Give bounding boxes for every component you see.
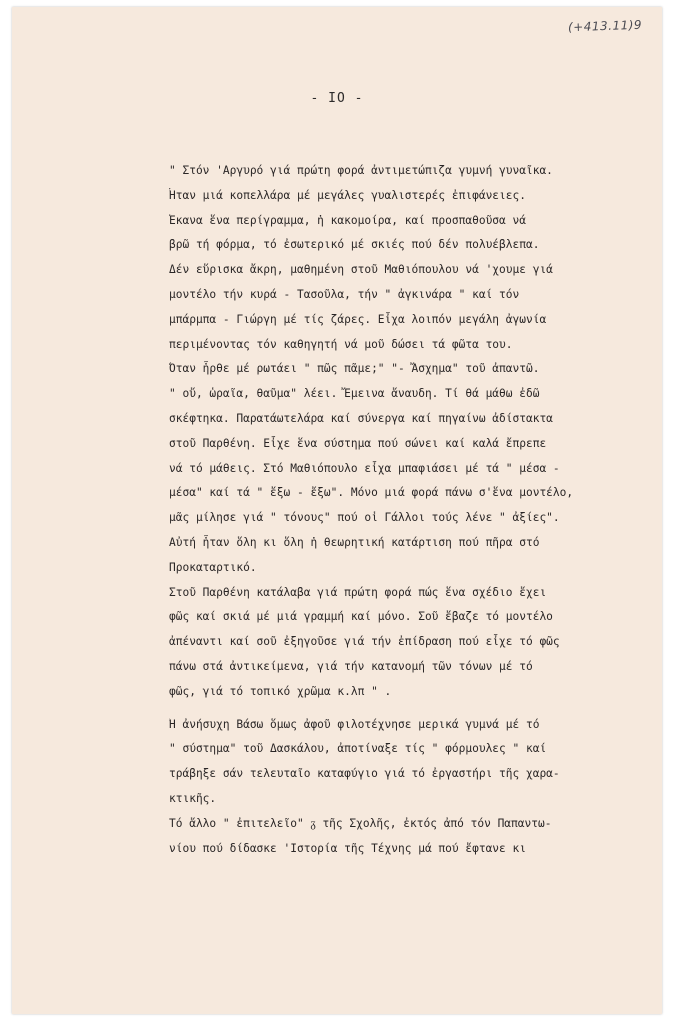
text-line: περιμένοντας τόν καθηγητή νά μοῦ δώσει τά φῶτα του. [169, 337, 513, 351]
archive-reference-mark: (+413.11)9 [567, 17, 643, 35]
text-line: πάνω στά ἀντικείμενα, γιά τήν κατανομή τῶν τόνων μέ τό [169, 659, 533, 673]
text-line: βρῶ τή φόρμα, τό ἐσωτερικό μέ σκιές πού δέν πολυέβλεπα. [169, 238, 540, 252]
text-line: Ὅταν ἦρθε μέ ρωτάει " πῶς πᾶμε;" "- Ἄσχημα" τοῦ ἀπαντῶ. [169, 362, 540, 376]
text-line: Προκαταρτικό. [169, 560, 257, 574]
page-number: - IO - [310, 91, 364, 106]
text-line: Στοῦ Παρθένη κατάλαβα γιά πρώτη φορά πώς ἕνα σχέδιο ἔχει [169, 585, 547, 599]
typewritten-sheet [12, 7, 662, 1014]
text-line: νά τό μάθεις. Στό Μαθιόπουλο εἶχα μπαφιάσει μέ τά " μέσα - [169, 461, 560, 475]
text-line: νίου πού δίδασκε 'Ιστορία τῆς Τέχνης μά πού ἔφτανε κι [169, 841, 526, 855]
text-line: φῶς καί σκιά μέ μιά γραμμή καί μόνο. Σοῦ ἔβαζε τό μοντέλο [169, 610, 553, 624]
text-line: Δέν εὕρισκα ἄκρη, μαθημένη στοῦ Μαθιόπουλου νά 'χουμε γιά [169, 263, 553, 277]
text-line: μέσα" καί τά " ἔξω - ἔξω". Μόνο μιά φορά πάνω σ'ἕνα μοντέλο, [169, 486, 574, 500]
text-line: τράβηξε σάν τελευταῖο καταφύγιο γιά τό ἐργαστήρι τῆς χαρα- [169, 767, 560, 781]
text-line: Ἔκανα ἕνα περίγραμμα, ἡ κακομοίρα, καί προσπαθοῦσα νά [169, 213, 526, 227]
text-line: σκέφτηκα. Παρατάωτελάρα καί σύνεργα καί πηγαίνω ἀδίστακτα [169, 411, 553, 425]
text-line: Ἦταν μιά κοπελλάρα μέ μεγάλες γυαλιστερές ἐπιφάνειες. [169, 188, 526, 202]
text-line: Αὐτή ἦταν ὅλη κι ὅλη ἡ θεωρητική κατάρτιση πού πῆρα στό [169, 535, 540, 549]
text-line: στοῦ Παρθένη. Εἶχε ἕνα σύστημα πού σώνει καί καλά ἔπρεπε [169, 436, 547, 450]
text-line: ἀπέναντι καί σοῦ ἐξηγοῦσε γιά τήν ἐπίδραση πού εἶχε τό φῶς [169, 635, 560, 649]
text-line: Τό ἄλλο " ἐπιτελεῖο" ᵹ τῆς Σχολῆς, ἐκτός ἀπό τόν Παπαντω- [169, 816, 552, 830]
text-line: φῶς, γιά τό τοπικό χρῶμα κ.λπ " . [169, 684, 392, 698]
body-text [169, 159, 639, 861]
text-line: μοντέλο τήν κυρά - Τασοῦλα, τήν " ἀγκινάρα " καί τόν [169, 287, 520, 301]
text-line: μᾶς μίλησε γιά " τόνους" πού οἱ Γάλλοι τούς λένε " ἀξίες". [169, 511, 560, 525]
text-line: " Στόν 'Αργυρό γιά πρώτη φορά ἀντιμετώπιζα γυμνή γυναῖκα. [169, 164, 553, 177]
text-line: μπάρμπα - Γιώργη μέ τίς ζάρες. Εἶχα λοιπόν μεγάλη ἀγωνία [169, 312, 547, 326]
text-line: κτικῆς. [169, 791, 217, 805]
text-line: " οὔ, ὡραῖα, θαῦμα" λέει. Ἔμεινα ἄναυδη. Τί θά μάθω ἐδῶ [169, 387, 540, 401]
text-line: Ἡ ἀνήσυχη Βάσω ὅμως ἀφοῦ φιλοτέχνησε μερικά γυμνά μέ τό [169, 717, 540, 731]
text-line: " σύστημα" τοῦ Δασκάλου, ἀποτίναξε τίς " φόρμουλες " καί [169, 742, 547, 756]
